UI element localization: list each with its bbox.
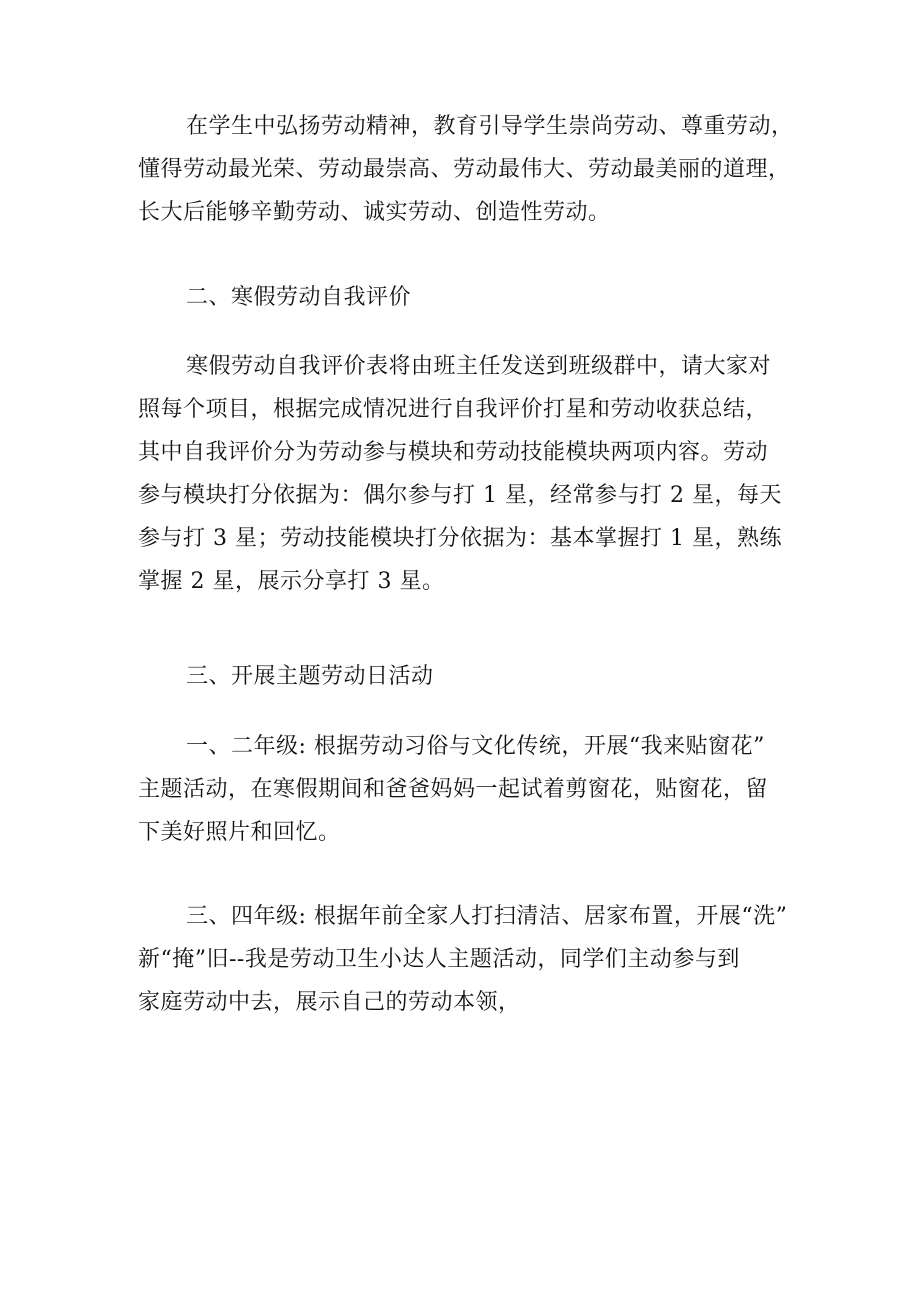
heading-theme-labor-day [138, 655, 798, 698]
text-line: 懂得劳动最光荣、劳动最崇高、劳动最伟大、劳动最美丽的道理， [138, 157, 791, 182]
text-line: 新“掩”旧--我是劳动卫生小达人主题活动，同学们主动参与到 [138, 947, 740, 972]
text-line: 寒假劳动自我评价表将由班主任发送到班级群中，请大家对 [186, 354, 772, 379]
paragraph-grade-3-4 [138, 895, 798, 1024]
heading-self-evaluation [138, 276, 798, 319]
text-line: 一、二年级: 根据劳动习俗与文化传统，开展“我来贴窗花” [186, 734, 765, 759]
paragraph-grade-1-2 [138, 725, 798, 854]
text-line: 主题活动，在寒假期间和爸爸妈妈一起试着剪窗花，贴窗花，留 [138, 777, 769, 802]
section-heading: 二、寒假劳动自我评价 [186, 285, 412, 310]
text-line: 参与模块打分依据为：偶尔参与打 1 星，经常参与打 2 星，每天 [138, 483, 782, 508]
text-line: 家庭劳动中去，展示自己的劳动本领， [138, 990, 521, 1015]
section-heading: 三、开展主题劳动日活动 [186, 664, 434, 689]
text-line: 三、四年级: 根据年前全家人打扫清洁、居家布置，开展“洗” [186, 904, 788, 929]
text-line: 掌握 2 星，展示分享打 3 星。 [138, 569, 445, 594]
paragraph-self-evaluation [138, 345, 798, 603]
text-line: 在学生中弘扬劳动精神，教育引导学生崇尚劳动、尊重劳动， [186, 114, 794, 139]
text-line: 长大后能够辛勤劳动、诚实劳动、创造性劳动。 [138, 200, 611, 225]
paragraph-labor-spirit [138, 105, 798, 234]
text-line: 参与打 3 星；劳动技能模块打分依据为：基本掌握打 1 星，熟练 [138, 526, 782, 551]
text-line: 照每个项目，根据完成情况进行自我评价打星和劳动收获总结， [138, 397, 769, 422]
text-line: 其中自我评价分为劳动参与模块和劳动技能模块两项内容。劳动 [138, 440, 769, 465]
text-line: 下美好照片和回忆。 [138, 820, 341, 845]
